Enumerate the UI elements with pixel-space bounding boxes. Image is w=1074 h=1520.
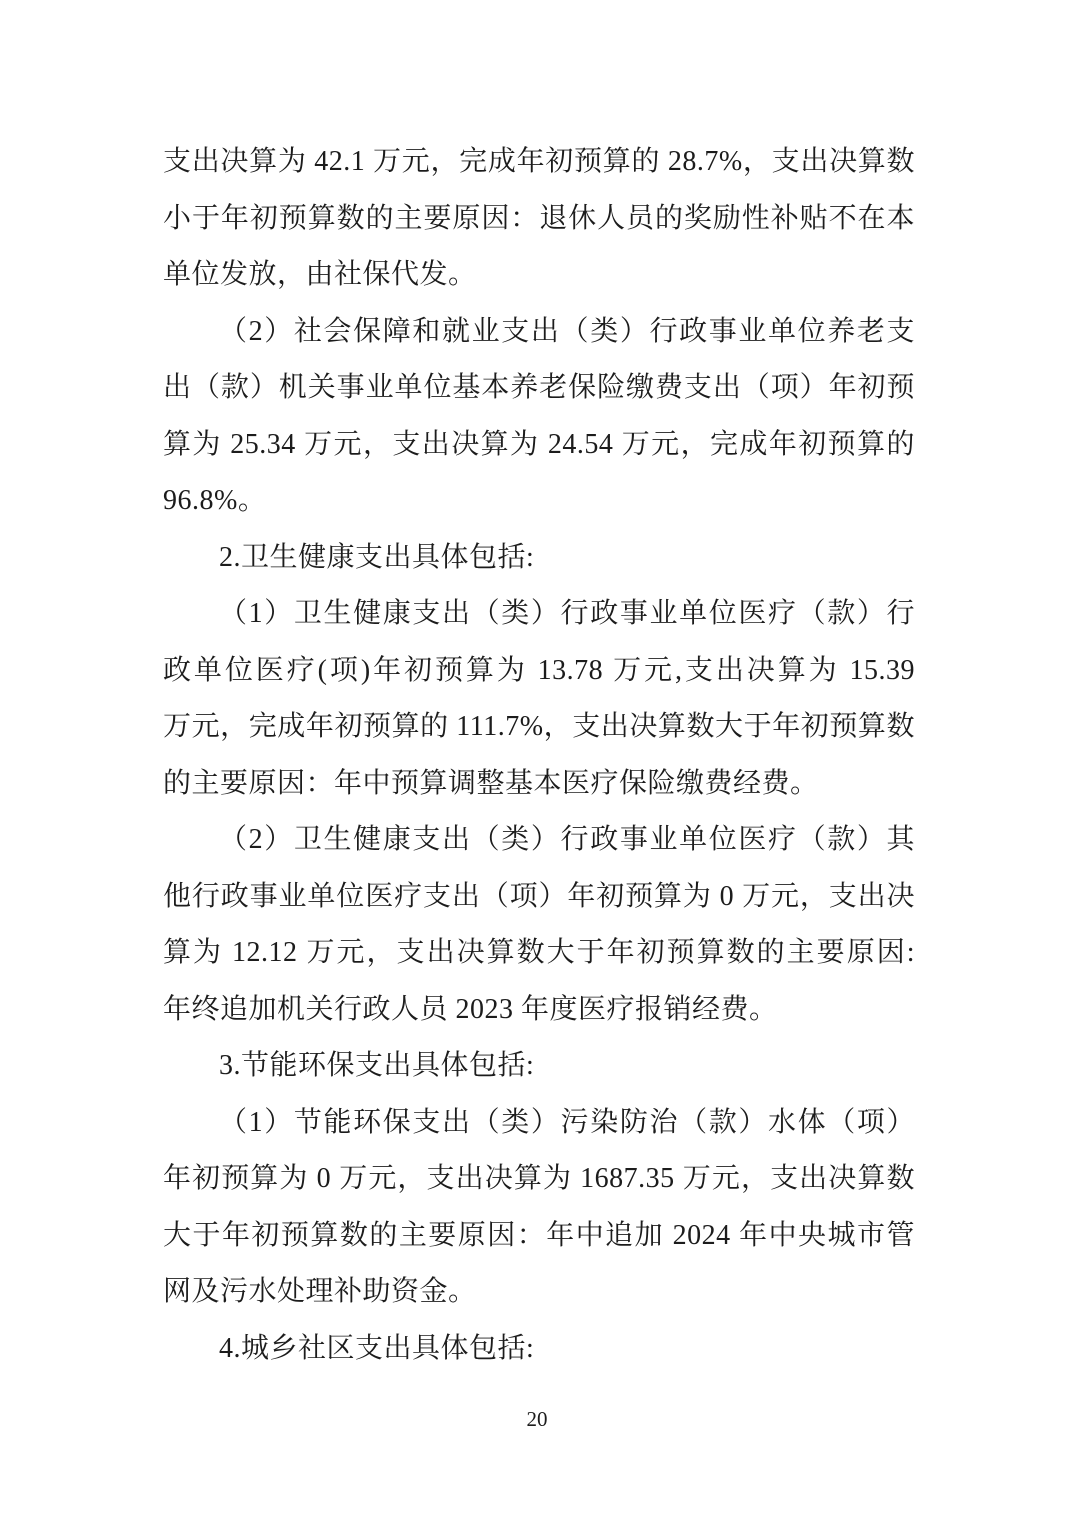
paragraph-environment-item1: [163, 1095, 915, 1321]
text-line: 他行政事业单位医疗支出（项）年初预算为 0 万元，支出决: [163, 880, 915, 912]
text-line: 网及污水处理补助资金。: [163, 1276, 477, 1307]
paragraph-continuation: [163, 134, 915, 304]
text-line: 万元，完成年初预算的 111.7%，支出决算数大于年初预算数: [163, 711, 915, 742]
text-line: 大于年初预算数的主要原因：年中追加 2024 年中央城市管: [163, 1219, 915, 1251]
document-body: [163, 134, 915, 1377]
paragraph-health-heading: [163, 530, 915, 587]
text-line: （1）节能环保支出（类）污染防治（款）水体（项）: [219, 1106, 915, 1138]
paragraph-community-heading: [163, 1321, 915, 1378]
page-number: 20: [526, 1407, 548, 1431]
text-line: 小于年初预算数的主要原因：退休人员的奖励性补贴不在本: [163, 202, 915, 234]
paragraph-social-security-item2: [163, 304, 915, 530]
text-line: 4.城乡社区支出具体包括:: [219, 1332, 535, 1364]
text-line: 年初预算为 0 万元，支出决算为 1687.35 万元，支出决算数: [163, 1163, 915, 1194]
text-line: 年终追加机关行政人员 2023 年度医疗报销经费。: [163, 993, 778, 1025]
text-line: 出（款）机关事业单位基本养老保险缴费支出（项）年初预: [163, 372, 915, 403]
text-line: 支出决算为 42.1 万元，完成年初预算的 28.7%，支出决算数: [163, 146, 915, 177]
text-line: （1）卫生健康支出（类）行政事业单位医疗（款）行: [219, 598, 915, 629]
text-line: 2.卫生健康支出具体包括:: [219, 541, 535, 573]
text-line: 单位发放，由社保代发。: [163, 259, 477, 290]
text-line: 算为 25.34 万元，支出决算为 24.54 万元，完成年初预算的: [163, 428, 915, 460]
text-line: 96.8%。: [163, 485, 267, 516]
text-line: 算为 12.12 万元，支出决算数大于年初预算数的主要原因:: [163, 937, 915, 968]
text-line: 的主要原因：年中预算调整基本医疗保险缴费经费。: [163, 767, 819, 799]
text-line: （2）社会保障和就业支出（类）行政事业单位养老支: [219, 315, 915, 347]
paragraph-environment-heading: [163, 1038, 915, 1095]
paragraph-health-item1: [163, 586, 915, 812]
paragraph-health-item2: [163, 812, 915, 1038]
text-line: （2）卫生健康支出（类）行政事业单位医疗（款）其: [219, 824, 915, 855]
text-line: 3.节能环保支出具体包括:: [219, 1050, 535, 1081]
text-line: 政单位医疗(项)年初预算为 13.78 万元,支出决算为 15.39: [163, 654, 915, 686]
